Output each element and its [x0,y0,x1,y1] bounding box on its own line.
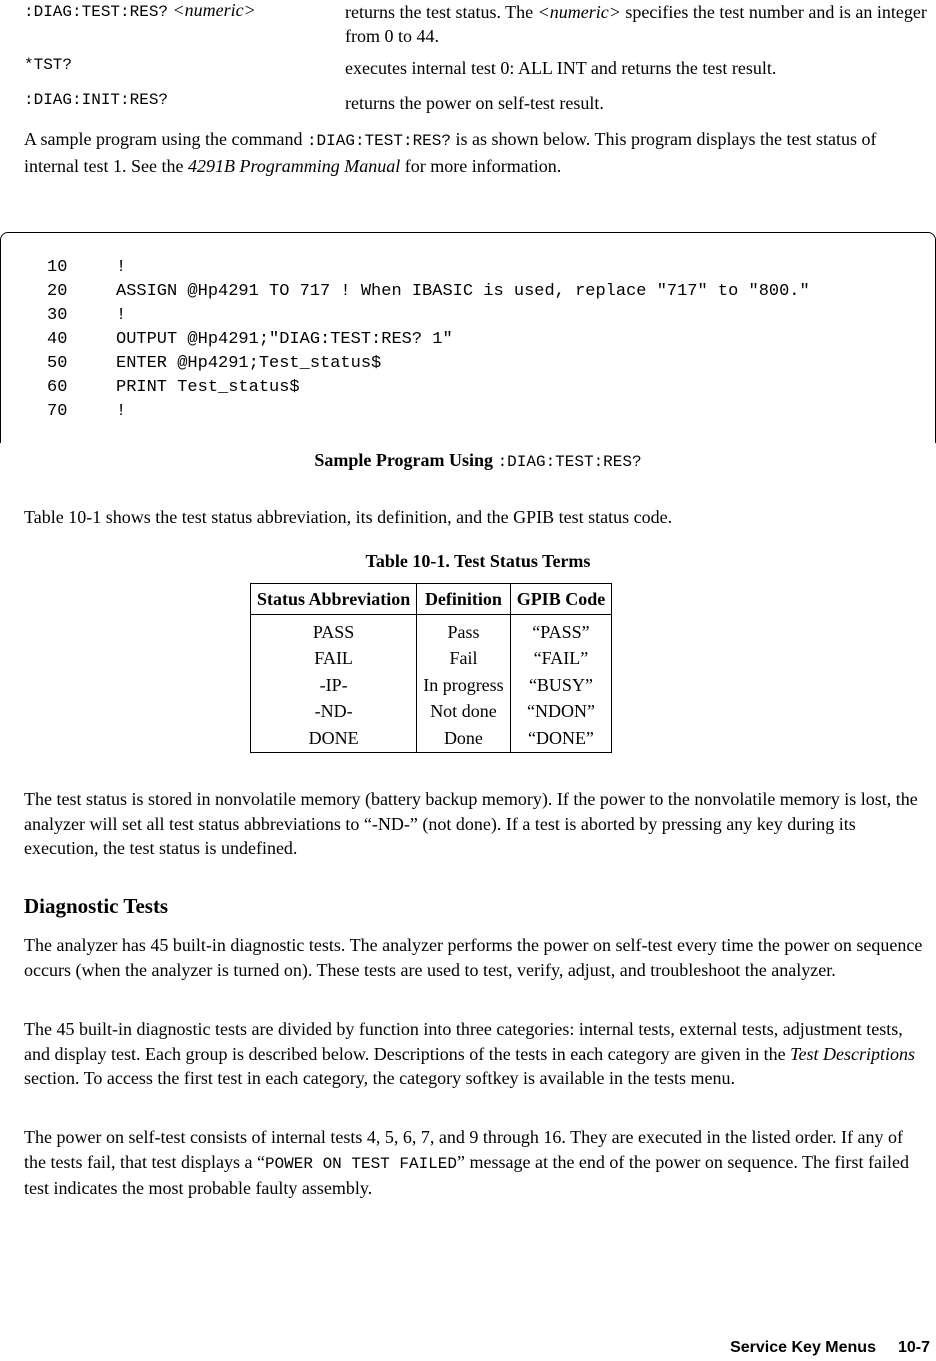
diagnostic-paragraph-3: The power on self-test consists of internal tests 4, 5, 6, 7, and 9 through 16. They are executed in the listed order. If any of the tests fail, that test displays a “POWER ON TEST FAILED” message at the end of the power on sequence. The first failed test indicates the most probable faulty assembly. [24,1127,909,1198]
table-header-row [251,584,612,615]
table-intro: Table 10-1 shows the test status abbreviation, its definition, and the GPIB test status code. [24,507,673,527]
code-listing [0,232,936,443]
diagnostic-paragraph-2: The 45 built-in diagnostic tests are divided by function into three categories: internal tests, external tests, adjustment tests, and display test. Each group is described below. Descriptions of the tests in each category are given in the Test Descriptions section. To access the first test in each category, the category softkey is available in the tests menu. [24,1019,915,1088]
command-name: :DIAG:INIT:RES? [24,91,169,109]
section-heading: Diagnostic Tests [24,894,169,918]
command-row-diag-test-res [24,0,928,46]
column-header: Status Abbreviation [251,584,417,615]
diagnostic-paragraph-1: The analyzer has 45 built-in diagnostic tests. The analyzer performs the power on self-test every time the power on sequence occurs (when the analyzer is turned on). These tests are used to test, verify, adjust, and troubleshoot the analyzer. [24,935,923,980]
table-row: DONE Done “DONE” [251,725,612,752]
column-header: Definition [417,584,510,615]
code-line: 30 ! [47,306,127,325]
code-line: 40 OUTPUT @Hp4291;"DIAG:TEST:RES? 1" [47,330,453,349]
command-description: returns the power on self-test result. [345,93,604,113]
table-row: FAIL Fail “FAIL” [251,646,612,673]
code-line: 10 ! [47,258,127,277]
column-header: GPIB Code [510,584,612,615]
status-paragraph: The test status is stored in nonvolatile memory (battery backup memory). If the power to the nonvolatile memory is lost, the analyzer will set all test status abbreviations to “-ND-” (not done). If a test is aborted by pressing any key during its execution, the test status is undefined. [24,789,918,858]
code-line: 50 ENTER @Hp4291;Test_status$ [47,354,382,373]
command-name: *TST? [24,56,73,74]
command-name: :DIAG:TEST:RES? <numeric> [24,0,256,21]
command-description: returns the test status. The <numeric> specifies the test number and is an integer from 0 to 44. [345,2,927,46]
code-caption: Sample Program Using :DIAG:TEST:RES? [314,450,642,471]
command-row-tst [24,56,928,80]
page-number: 10-7 [897,1339,930,1356]
table-row: PASS Pass “PASS” [251,615,612,646]
intro-paragraph: A sample program using the command :DIAG:TEST:RES? is as shown below. This program displays the test status of internal test 1. See the 4291B Programming Manual for more information. [24,129,877,176]
footer-section-title: Service Key Menus [730,1339,876,1356]
command-description: executes internal test 0: ALL INT and returns the test result. [345,58,777,78]
table-row: -ND- Not done “NDON” [251,699,612,726]
code-line: 20 ASSIGN @Hp4291 TO 717 ! When IBASIC is used, replace "717" to "800." [47,282,810,301]
code-line: 60 PRINT Test_status$ [47,378,300,397]
table-row: -IP- In progress “BUSY” [251,672,612,699]
table-caption: Table 10-1. Test Status Terms [365,551,591,571]
command-row-diag-init-res [24,91,928,115]
page-footer [730,1339,930,1357]
code-line: 70 ! [47,402,127,421]
status-table [250,583,612,753]
manual-reference: 4291B Programming Manual [187,155,401,176]
